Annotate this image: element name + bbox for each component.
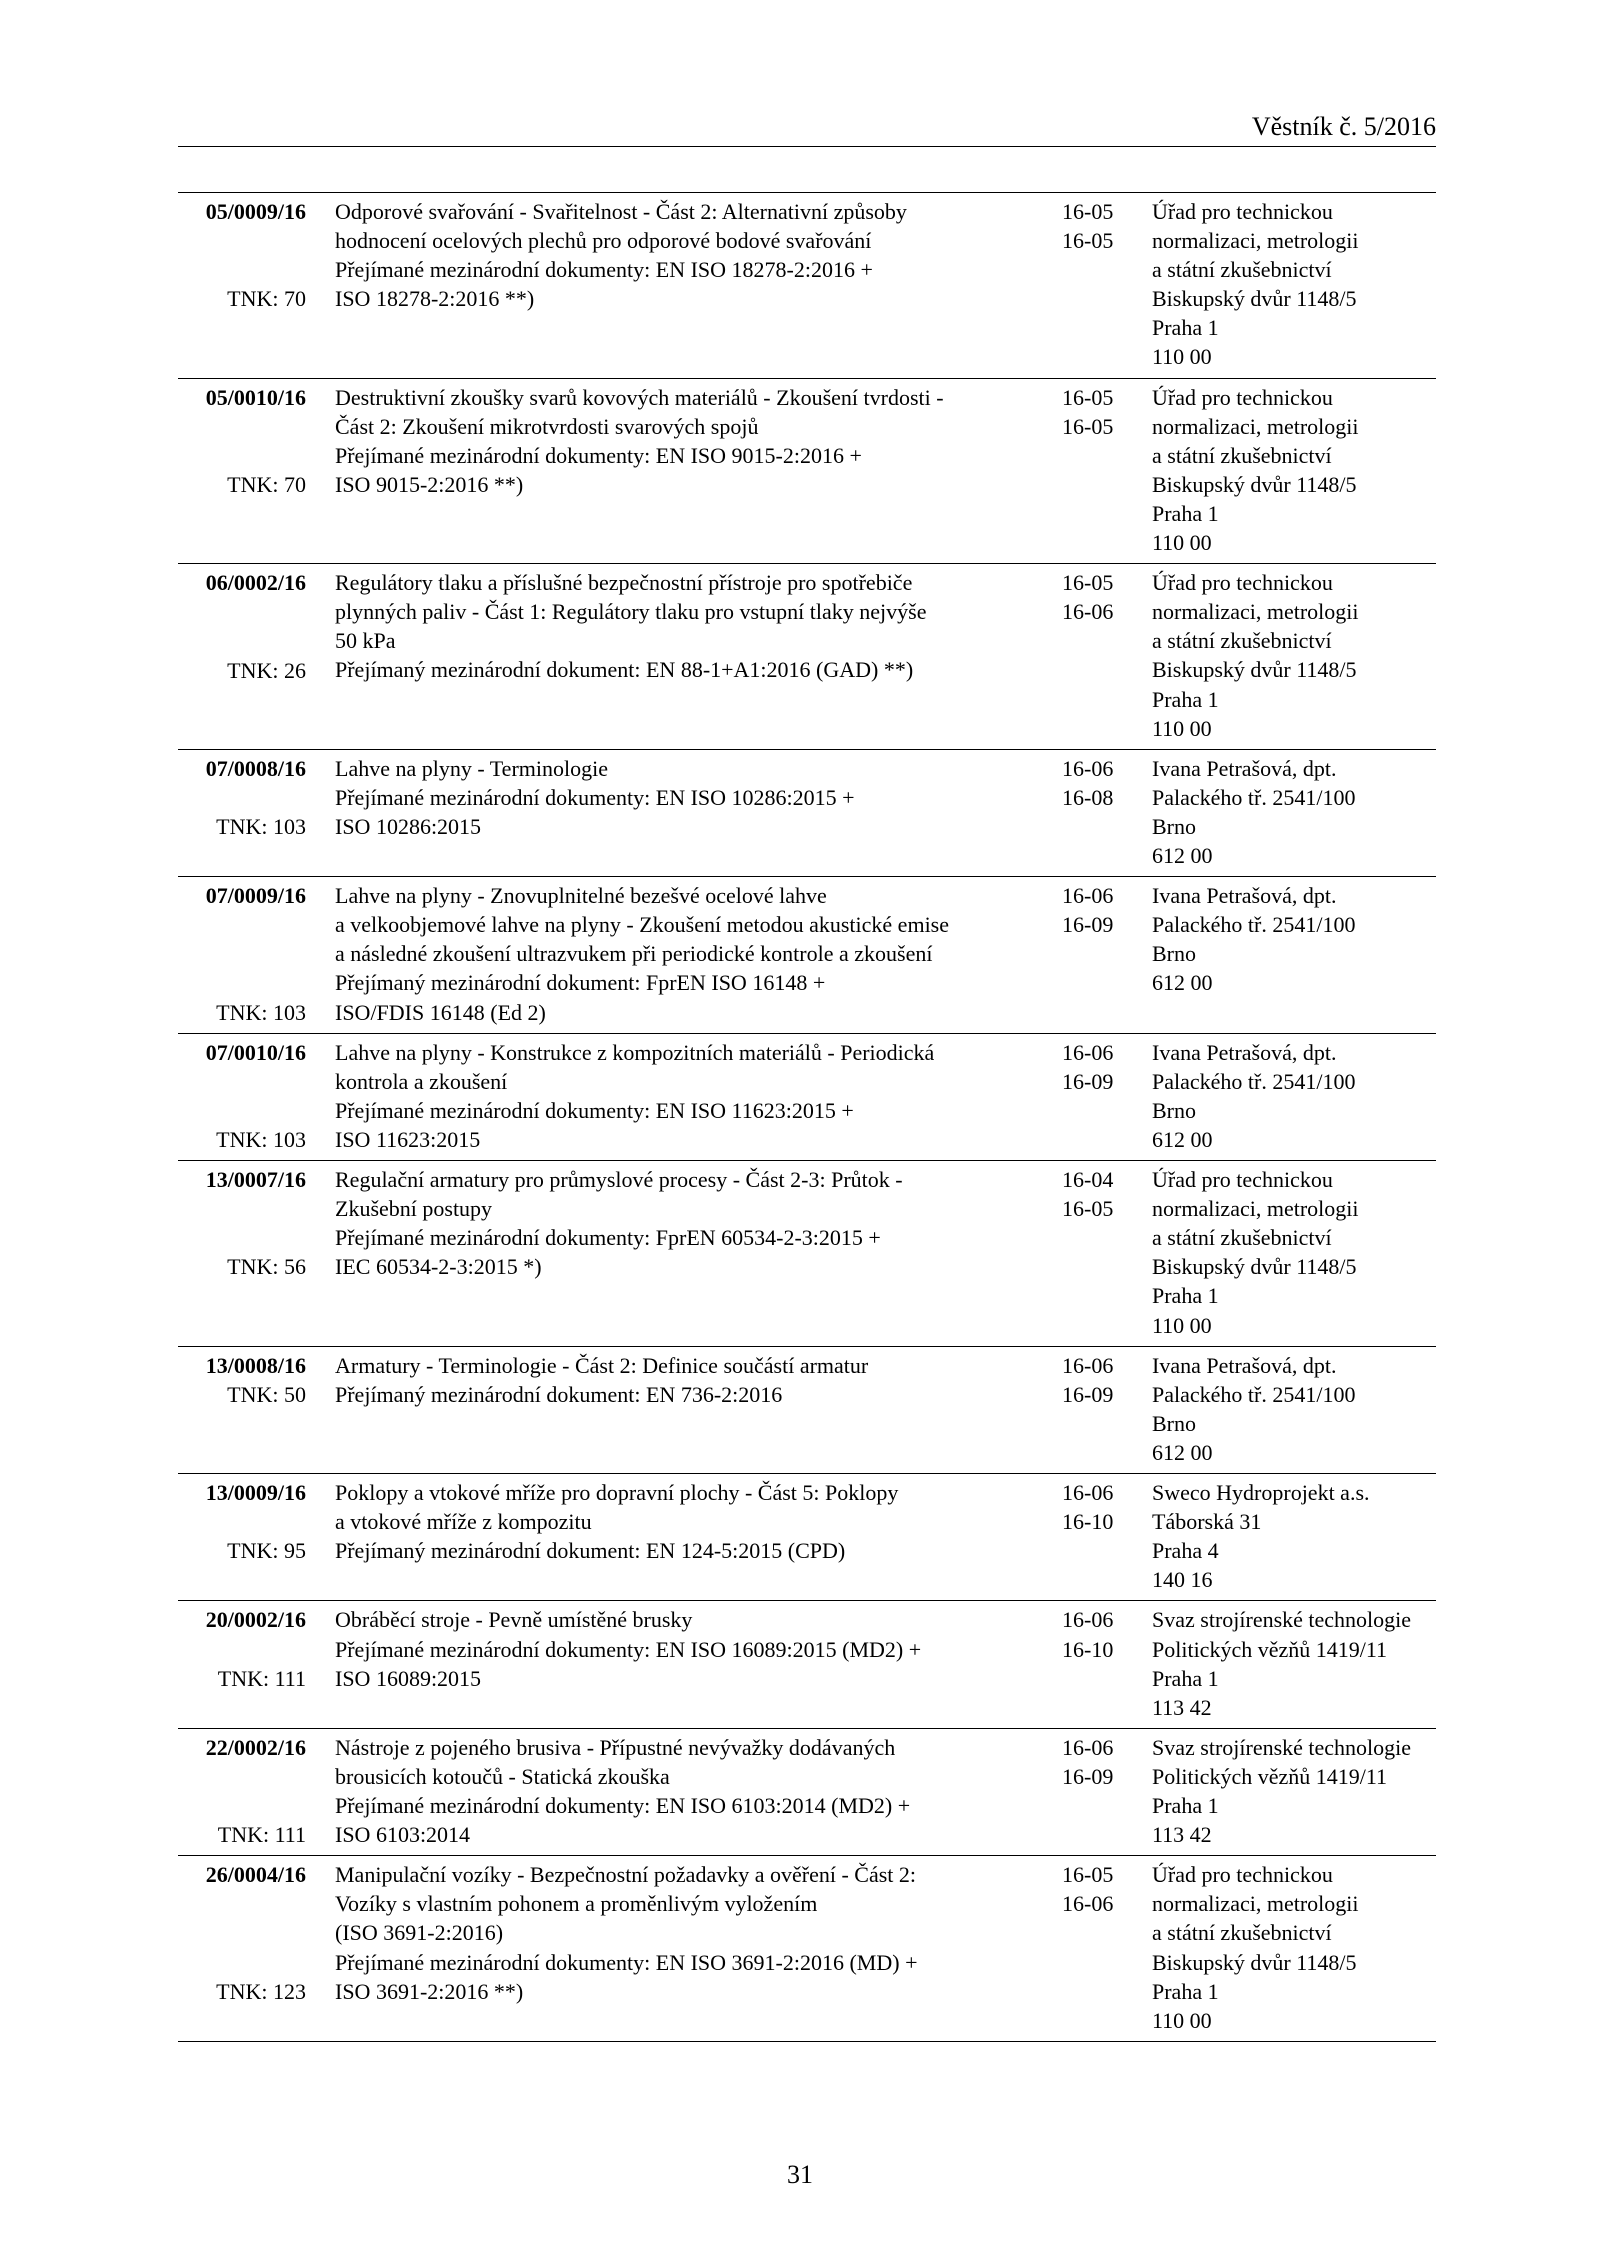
address-line: Praha 1 [1152, 1665, 1219, 1691]
record-title-line: Zkušební postupy [335, 1196, 493, 1222]
record-number: 06/0002/16 [205, 570, 306, 596]
address-line: 110 00 [1152, 530, 1212, 556]
record-content [335, 564, 927, 684]
processor-address [1152, 754, 1436, 870]
record-title-line: a vtokové mříže z kompozitu [335, 1509, 592, 1535]
standard-record [178, 1728, 1436, 1855]
processor-address [1152, 568, 1436, 743]
date-code: 16-05 [1062, 1196, 1114, 1222]
address-line: Biskupský dvůr 1148/5 [1152, 1949, 1357, 1975]
address-line: Palackého tř. 2541/100 [1152, 784, 1356, 810]
record-content [335, 750, 905, 841]
record-number: 13/0007/16 [205, 1167, 306, 1193]
record-content [335, 193, 905, 313]
adopted-document-line: Přejímaný mezinárodní dokument: EN 88-1+A1:2016 (GAD) **) [335, 657, 914, 683]
adopted-document-line: IEC 60534-2-3:2015 *) [335, 1254, 542, 1280]
address-line: 612 00 [1152, 1439, 1213, 1465]
processor-address [1152, 1351, 1436, 1467]
address-line: a státní zkušebnictví [1152, 257, 1332, 283]
address-line: a státní zkušebnictví [1152, 442, 1332, 468]
address-line: Praha 4 [1152, 1538, 1219, 1564]
standard-record [178, 1160, 1436, 1346]
bulletin-title: Věstník č. 5/2016 [1251, 112, 1436, 141]
address-line: 113 42 [1152, 1694, 1212, 1720]
record-title-line: Obráběcí stroje - Pevně umístěné brusky [335, 1607, 693, 1633]
address-line: Ivana Petrašová, dpt. [1152, 755, 1337, 781]
record-title-line: hodnocení ocelových plechů pro odporové bodové svařování [335, 228, 872, 254]
address-line: Politických vězňů 1419/11 [1152, 1763, 1388, 1789]
tnk-number: TNK: 103 [216, 999, 306, 1025]
address-line: a státní zkušebnictví [1152, 1920, 1332, 1946]
record-number: 05/0010/16 [205, 384, 306, 410]
address-line: Praha 1 [1152, 1978, 1219, 2004]
address-line: normalizaci, metrologii [1152, 413, 1359, 439]
date-code: 16-06 [1062, 883, 1114, 909]
record-number: 22/0002/16 [205, 1734, 306, 1760]
record-title-line: Část 2: Zkoušení mikrotvrdosti svarových spojů [335, 413, 759, 439]
tnk-number: TNK: 26 [227, 657, 306, 683]
record-title-line: Regulátory tlaku a příslušné bezpečnostní přístroje pro spotřebiče [335, 570, 913, 596]
address-line: normalizaci, metrologii [1152, 599, 1359, 625]
date-code: 16-06 [1062, 1891, 1114, 1917]
date-code: 16-10 [1062, 1636, 1114, 1662]
address-line: Biskupský dvůr 1148/5 [1152, 657, 1357, 683]
standard-record [178, 876, 1436, 1033]
record-content [335, 1729, 911, 1849]
processor-address [1152, 1860, 1436, 2035]
record-content [335, 1034, 935, 1154]
date-code: 16-06 [1062, 755, 1114, 781]
record-dates [1062, 1038, 1122, 1096]
tnk-number: TNK: 123 [216, 1978, 306, 2004]
tnk-number: TNK: 111 [217, 1822, 306, 1848]
address-line: Praha 1 [1152, 315, 1219, 341]
standard-record [178, 1033, 1436, 1160]
adopted-document-line: Přejímané mezinárodní dokumenty: EN ISO 9015-2:2016 + [335, 442, 862, 468]
record-title-line: Manipulační vozíky - Bezpečnostní požadavky a ověření - Část 2: [335, 1862, 916, 1888]
address-line: Svaz strojírenské technologie [1152, 1607, 1412, 1633]
record-title-line: a následné zkoušení ultrazvukem při periodické kontrole a zkoušení [335, 941, 933, 967]
adopted-document-line: ISO 10286:2015 [335, 813, 482, 839]
date-code: 16-06 [1062, 599, 1114, 625]
adopted-document-line: ISO 16089:2015 [335, 1665, 482, 1691]
standard-record [178, 1346, 1436, 1473]
address-line: Palackého tř. 2541/100 [1152, 1068, 1356, 1094]
address-line: Brno [1152, 1097, 1196, 1123]
address-line: 110 00 [1152, 715, 1212, 741]
record-title-line: Lahve na plyny - Terminologie [335, 755, 608, 781]
date-code: 16-08 [1062, 784, 1114, 810]
address-line: Úřad pro technickou [1152, 384, 1333, 410]
date-code: 16-06 [1062, 1607, 1114, 1633]
record-title-line: 50 kPa [335, 628, 396, 654]
record-number: 13/0009/16 [205, 1480, 306, 1506]
processor-address [1152, 197, 1436, 372]
record-title-line: Armatury - Terminologie - Část 2: Definice součástí armatur [335, 1352, 869, 1378]
standard-record [178, 1473, 1436, 1600]
processor-address [1152, 1165, 1436, 1340]
adopted-document-line: Přejímané mezinárodní dokumenty: EN ISO 10286:2015 + [335, 784, 855, 810]
record-number: 26/0004/16 [205, 1862, 306, 1888]
record-dates [1062, 197, 1122, 255]
address-line: a státní zkušebnictví [1152, 1225, 1332, 1251]
page-header [178, 110, 1436, 147]
date-code: 16-09 [1062, 1068, 1114, 1094]
date-code: 16-05 [1062, 1862, 1114, 1888]
record-dates [1062, 1478, 1122, 1536]
record-title-line: kontrola a zkoušení [335, 1068, 508, 1094]
date-code: 16-09 [1062, 1763, 1114, 1789]
address-line: Ivana Petrašová, dpt. [1152, 1352, 1337, 1378]
address-line: 110 00 [1152, 2007, 1212, 2033]
record-content [335, 1856, 918, 2005]
standard-record [178, 749, 1436, 876]
record-number: 07/0009/16 [205, 883, 306, 909]
tnk-number: TNK: 56 [227, 1254, 306, 1280]
record-title-line: Lahve na plyny - Konstrukce z kompozitních materiálů - Periodická [335, 1039, 935, 1065]
adopted-document-line: Přejímané mezinárodní dokumenty: EN ISO 16089:2015 (MD2) + [335, 1636, 922, 1662]
standard-record [178, 1855, 1436, 2041]
processor-address [1152, 1038, 1436, 1154]
date-code: 16-05 [1062, 413, 1114, 439]
address-line: 113 42 [1152, 1822, 1212, 1848]
address-line: Praha 1 [1152, 500, 1219, 526]
record-dates [1062, 1605, 1122, 1663]
address-line: Praha 1 [1152, 686, 1219, 712]
record-content [335, 379, 944, 499]
adopted-document-line: Přejímané mezinárodní dokumenty: EN ISO 11623:2015 + [335, 1097, 854, 1123]
adopted-document-line: Přejímané mezinárodní dokumenty: EN ISO 3691-2:2016 (MD) + [335, 1949, 918, 1975]
date-code: 16-06 [1062, 1352, 1114, 1378]
address-line: 110 00 [1152, 344, 1212, 370]
date-code: 16-04 [1062, 1167, 1114, 1193]
record-title-line: brousicích kotoučů - Statická zkouška [335, 1763, 670, 1789]
address-line: Brno [1152, 1410, 1196, 1436]
record-dates [1062, 1165, 1122, 1223]
standard-record [178, 563, 1436, 749]
tnk-number: TNK: 70 [227, 471, 306, 497]
address-line: Úřad pro technickou [1152, 1862, 1333, 1888]
address-line: Ivana Petrašová, dpt. [1152, 1039, 1337, 1065]
record-content [335, 1601, 922, 1692]
date-code: 16-09 [1062, 912, 1114, 938]
adopted-document-line: Přejímaný mezinárodní dokument: FprEN ISO 16148 + [335, 970, 826, 996]
date-code: 16-09 [1062, 1381, 1114, 1407]
address-line: Úřad pro technickou [1152, 570, 1333, 596]
address-line: a státní zkušebnictví [1152, 628, 1332, 654]
address-line: Úřad pro technickou [1152, 199, 1333, 224]
date-code: 16-05 [1062, 570, 1114, 596]
processor-address [1152, 1605, 1436, 1721]
record-dates [1062, 754, 1122, 812]
date-code: 16-06 [1062, 1734, 1114, 1760]
record-title-line: (ISO 3691-2:2016) [335, 1920, 504, 1946]
processor-address [1152, 1733, 1436, 1849]
address-line: Palackého tř. 2541/100 [1152, 912, 1356, 938]
record-number: 20/0002/16 [205, 1607, 306, 1633]
date-code: 16-10 [1062, 1509, 1114, 1535]
record-title-line: Poklopy a vtokové mříže pro dopravní plochy - Část 5: Poklopy [335, 1480, 899, 1506]
address-line: 612 00 [1152, 843, 1213, 869]
address-line: normalizaci, metrologii [1152, 1196, 1359, 1222]
address-line: Brno [1152, 813, 1196, 839]
address-line: 612 00 [1152, 1126, 1213, 1152]
address-line: Praha 1 [1152, 1283, 1219, 1309]
record-title-line: Nástroje z pojeného brusiva - Přípustné nevývažky dodávaných [335, 1734, 896, 1760]
address-line: Biskupský dvůr 1148/5 [1152, 286, 1357, 312]
processor-address [1152, 1478, 1436, 1594]
address-line: Brno [1152, 941, 1196, 967]
address-line: Úřad pro technickou [1152, 1167, 1333, 1193]
tnk-number: TNK: 103 [216, 813, 306, 839]
adopted-document-line: Přejímané mezinárodní dokumenty: FprEN 60534-2-3:2015 + [335, 1225, 881, 1251]
tnk-number: TNK: 50 [227, 1381, 306, 1407]
adopted-document-line: Přejímané mezinárodní dokumenty: EN ISO 18278-2:2016 + [335, 257, 873, 283]
address-line: 140 16 [1152, 1567, 1213, 1593]
standard-record [178, 193, 1436, 378]
record-title-line: Lahve na plyny - Znovuplnitelné bezešvé ocelové lahve [335, 883, 827, 909]
processor-address [1152, 881, 1436, 997]
record-title-line: a velkoobjemové lahve na plyny - Zkoušení metodou akustické emise [335, 912, 950, 938]
record-dates [1062, 881, 1122, 939]
adopted-document-line: ISO 3691-2:2016 **) [335, 1978, 524, 2004]
adopted-document-line: ISO 6103:2014 [335, 1822, 471, 1848]
tnk-number: TNK: 111 [217, 1665, 306, 1691]
record-title-line: Vozíky s vlastním pohonem a proměnlivým vyložením [335, 1891, 818, 1917]
record-number: 13/0008/16 [205, 1352, 306, 1378]
record-dates [1062, 1860, 1122, 1918]
record-title-line: Destruktivní zkoušky svarů kovových materiálů - Zkoušení tvrdosti - [335, 384, 944, 410]
adopted-document-line: ISO/FDIS 16148 (Ed 2) [335, 999, 546, 1025]
record-content [335, 877, 950, 1026]
tnk-number: TNK: 103 [216, 1126, 306, 1152]
address-line: Táborská 31 [1152, 1509, 1262, 1535]
tnk-number: TNK: 95 [227, 1538, 306, 1564]
address-line: Biskupský dvůr 1148/5 [1152, 1254, 1357, 1280]
record-dates [1062, 383, 1122, 441]
record-number: 05/0009/16 [205, 199, 306, 224]
record-content [335, 1161, 905, 1281]
record-content [335, 1474, 905, 1565]
adopted-document-line: ISO 11623:2015 [335, 1126, 481, 1152]
record-dates [1062, 1351, 1122, 1409]
adopted-document-line: Přejímaný mezinárodní dokument: EN 124-5:2015 (CPD) [335, 1538, 846, 1564]
date-code: 16-05 [1062, 228, 1114, 254]
date-code: 16-05 [1062, 199, 1114, 224]
record-dates [1062, 568, 1122, 626]
record-content [335, 1347, 905, 1409]
page-number: 31 [787, 2160, 813, 2189]
date-code: 16-06 [1062, 1039, 1114, 1065]
date-code: 16-06 [1062, 1480, 1114, 1506]
address-line: Ivana Petrašová, dpt. [1152, 883, 1337, 909]
record-number: 07/0010/16 [205, 1039, 306, 1065]
adopted-document-line: Přejímané mezinárodní dokumenty: EN ISO 6103:2014 (MD2) + [335, 1793, 911, 1819]
processor-address [1152, 383, 1436, 558]
address-line: Politických vězňů 1419/11 [1152, 1636, 1388, 1662]
adopted-document-line: Přejímaný mezinárodní dokument: EN 736-2:2016 [335, 1381, 783, 1407]
address-line: normalizaci, metrologii [1152, 228, 1359, 254]
tnk-number: TNK: 70 [227, 286, 306, 312]
record-number: 07/0008/16 [205, 755, 306, 781]
address-line: Sweco Hydroprojekt a.s. [1152, 1480, 1370, 1506]
record-title-line: Odporové svařování - Svařitelnost - Část 2: Alternativní způsoby [335, 199, 907, 224]
address-line: Praha 1 [1152, 1793, 1219, 1819]
address-line: normalizaci, metrologii [1152, 1891, 1359, 1917]
standard-record [178, 378, 1436, 564]
record-title-line: plynných paliv - Část 1: Regulátory tlaku pro vstupní tlaky nejvýše [335, 599, 927, 625]
address-line: Biskupský dvůr 1148/5 [1152, 471, 1357, 497]
record-dates [1062, 1733, 1122, 1791]
date-code: 16-05 [1062, 384, 1114, 410]
adopted-document-line: ISO 18278-2:2016 **) [335, 286, 535, 312]
address-line: 612 00 [1152, 970, 1213, 996]
standards-list [178, 192, 1436, 2042]
address-line: Svaz strojírenské technologie [1152, 1734, 1412, 1760]
address-line: 110 00 [1152, 1312, 1212, 1338]
adopted-document-line: ISO 9015-2:2016 **) [335, 471, 524, 497]
standard-record [178, 1600, 1436, 1727]
record-title-line: Regulační armatury pro průmyslové procesy - Část 2-3: Průtok - [335, 1167, 903, 1193]
address-line: Palackého tř. 2541/100 [1152, 1381, 1356, 1407]
